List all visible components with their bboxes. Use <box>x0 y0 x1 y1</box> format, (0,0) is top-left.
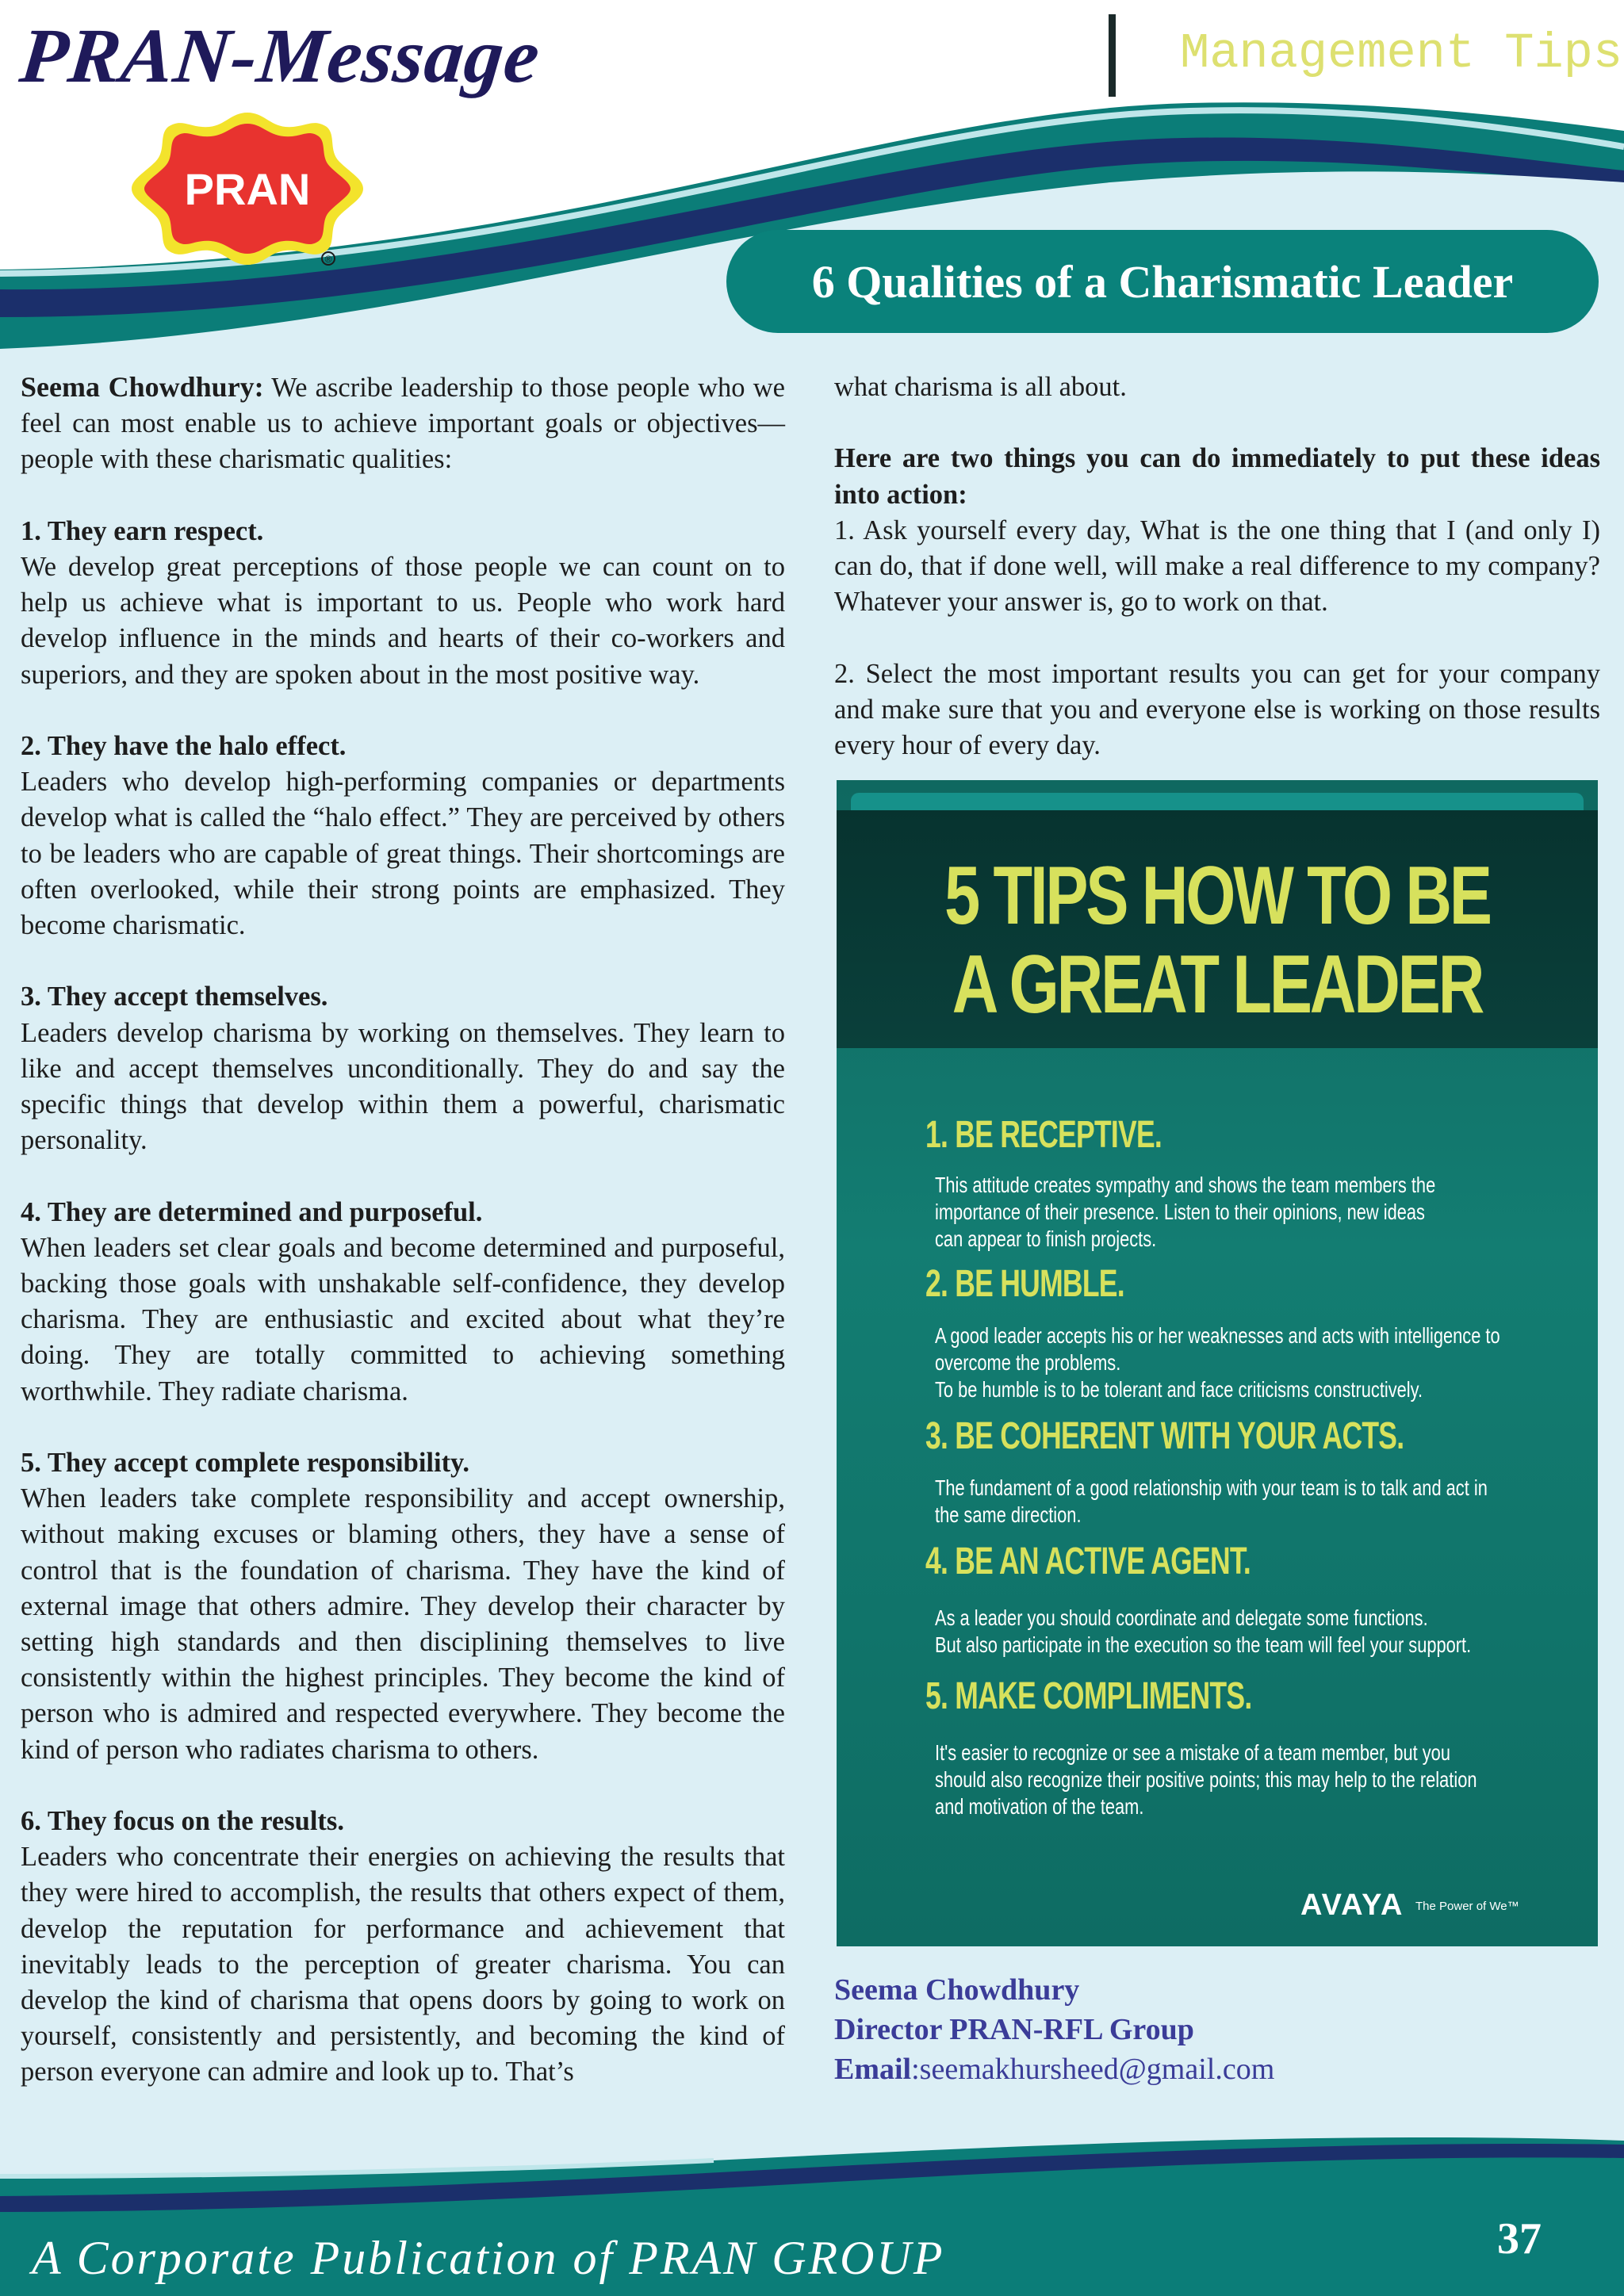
author-name: Seema Chowdhury <box>834 1973 1080 2007</box>
quality-body: When leaders take complete responsibility and accept ownership, without making excuses or blaming others, they have a sense of control that is the foundation of charisma. They have the kind of external image that others admire. They develop their character by setting high standards and then disciplining themselves to live consistently within the highest principles. They become the kind of person who is admired and respected everywhere. They become the kind of person who radiates charisma to others. <box>21 1483 785 1765</box>
poster-tip-line: This attitude creates sympathy and shows the team members the <box>935 1173 1436 1197</box>
poster-tip-line: overcome the problems. <box>935 1350 1121 1375</box>
pran-logo <box>128 109 366 268</box>
poster-tip-line: It's easier to recognize or see a mistake of a team member, but you <box>935 1740 1450 1765</box>
quality-heading: 3. They accept themselves. <box>21 982 328 1012</box>
publication-title: PRAN-Message <box>16 13 545 99</box>
poster-tip-line: importance of their presence. Listen to their opinions, new ideas <box>935 1200 1425 1224</box>
poster-tip-line: and motivation of the team. <box>935 1794 1144 1819</box>
quality-body: Leaders who develop high-performing companies or departments develop what is called the “halo effect.” They are perceived by others to be leaders who are capable of great things. Their shortcomings are often overlooked, while their strong points are emphasized. They become charismatic. <box>21 767 785 941</box>
poster-tip-body <box>935 1172 1584 1253</box>
quality-body: We develop great perceptions of those people we can count on to help us achieve what is important to us. People who work hard develop influence in the minds and hearts of their co-workers and superiors, and they are spoken about in the most positive way. <box>21 552 785 690</box>
quality-body: Leaders who concentrate their energies on achieving the results that they were hired to accomplish, the results that others expect of them, develop the reputation for performance and achievement that inevitably leads to the perception of greater charisma. You can develop the kind of charisma that opens doors by going to work on yourself, consistently and persistently, and becoming the kind of person everyone can admire and look up to. That’s <box>21 1842 785 2087</box>
article-column-right <box>834 369 1600 763</box>
headline-text: 6 Qualities of a Charismatic Leader <box>811 255 1514 308</box>
quality-heading: 6. They focus on the results. <box>21 1806 344 1837</box>
continuation-text: what charisma is all about. <box>834 372 1127 402</box>
avaya-brand: AVAYA <box>1300 1888 1404 1922</box>
quality-body: When leaders set clear goals and become determined and purposeful, backing those goals with unshakable self-confidence, they develop charisma. They are enthusiastic and excited about what they’re doing. They are totally committed to achieving something worthwhile. They radiate charisma. <box>21 1232 785 1406</box>
poster-tip-line: To be humble is to be tolerant and face criticisms constructively. <box>935 1377 1423 1402</box>
intro-text: We ascribe leadership to those people who we feel can most enable us to achieve important goals or objectives—people with these charismatic qualities: <box>21 373 785 475</box>
action-item: 1. Ask yourself every day, What is the one thing that I (and only I) can do, that if done well, will make a real difference to my company? Whatever your answer is, go to work on that. <box>834 515 1600 618</box>
article-column-left <box>21 369 785 2091</box>
poster-top-bar <box>851 793 1584 810</box>
poster-tip-line: As a leader you should coordinate and delegate some functions. <box>935 1605 1428 1630</box>
poster-tip-heading: 3. BE COHERENT WITH YOUR ACTS. <box>925 1415 1404 1457</box>
header-divider <box>1109 14 1116 97</box>
quality-heading: 1. They earn respect. <box>21 515 264 546</box>
poster-tip-body <box>935 1605 1584 1659</box>
poster-tip-line: should also recognize their positive points; this may help to the relation <box>935 1767 1477 1792</box>
author-lead: Seema Chowdhury: <box>21 371 264 403</box>
section-tag: Management Tips <box>1180 25 1623 82</box>
poster-tip-line: the same direction. <box>935 1502 1082 1527</box>
article-headline <box>726 230 1599 333</box>
poster-tip-heading: 1. BE RECEPTIVE. <box>925 1114 1162 1156</box>
intro-paragraph <box>21 369 785 478</box>
footer-publication-line: A Corporate Publication of PRAN GROUP <box>32 2232 945 2284</box>
poster-tip-line: A good leader accepts his or her weaknesses and acts with intelligence to <box>935 1323 1500 1348</box>
quality-body: Leaders develop charisma by working on themselves. They learn to like and accept themselves unconditionally. They do and say the specific things that develop within them a powerful, charismatic personality. <box>21 1017 785 1156</box>
poster-tip-heading: 4. BE AN ACTIVE AGENT. <box>925 1540 1251 1582</box>
poster-tip-line: But also participate in the execution so the team will feel your support. <box>935 1632 1472 1657</box>
page-number: 37 <box>1497 2214 1542 2263</box>
quality-heading: 2. They have the halo effect. <box>21 731 347 761</box>
poster-tip-body <box>935 1739 1584 1820</box>
registered-mark: ® <box>324 254 332 265</box>
author-title: Director PRAN-RFL Group <box>834 2013 1194 2046</box>
poster-tip-heading: 5. MAKE COMPLIMENTS. <box>925 1675 1252 1717</box>
action-heading: Here are two things you can do immediately to put these ideas into action: <box>834 443 1600 510</box>
poster-title-line1: 5 TIPS HOW TO BE <box>944 850 1490 942</box>
poster-title-line2: A GREAT LEADER <box>952 939 1483 1031</box>
quality-heading: 5. They accept complete responsibility. <box>21 1448 470 1479</box>
poster-tip-body <box>935 1322 1584 1403</box>
email-address: :seemakhursheed@gmail.com <box>911 2053 1275 2086</box>
poster-tip-body <box>935 1475 1584 1529</box>
action-item: 2. Select the most important results you can get for your company and make sure that you and everyone else is working on those results every hour of every day. <box>834 658 1600 760</box>
email-label: Email <box>834 2053 912 2086</box>
avaya-tagline: The Power of We™ <box>1415 1900 1519 1913</box>
leadership-tips-poster <box>837 780 1598 1946</box>
poster-tip-heading: 2. BE HUMBLE. <box>925 1263 1124 1305</box>
poster-tip-line: The fundament of a good relationship with your team is to talk and act in <box>935 1475 1488 1500</box>
quality-heading: 4. They are determined and purposeful. <box>21 1196 483 1227</box>
poster-tip-line: can appear to finish projects. <box>935 1226 1157 1251</box>
logo-text: PRAN <box>184 164 311 214</box>
author-email <box>834 2052 1274 2087</box>
